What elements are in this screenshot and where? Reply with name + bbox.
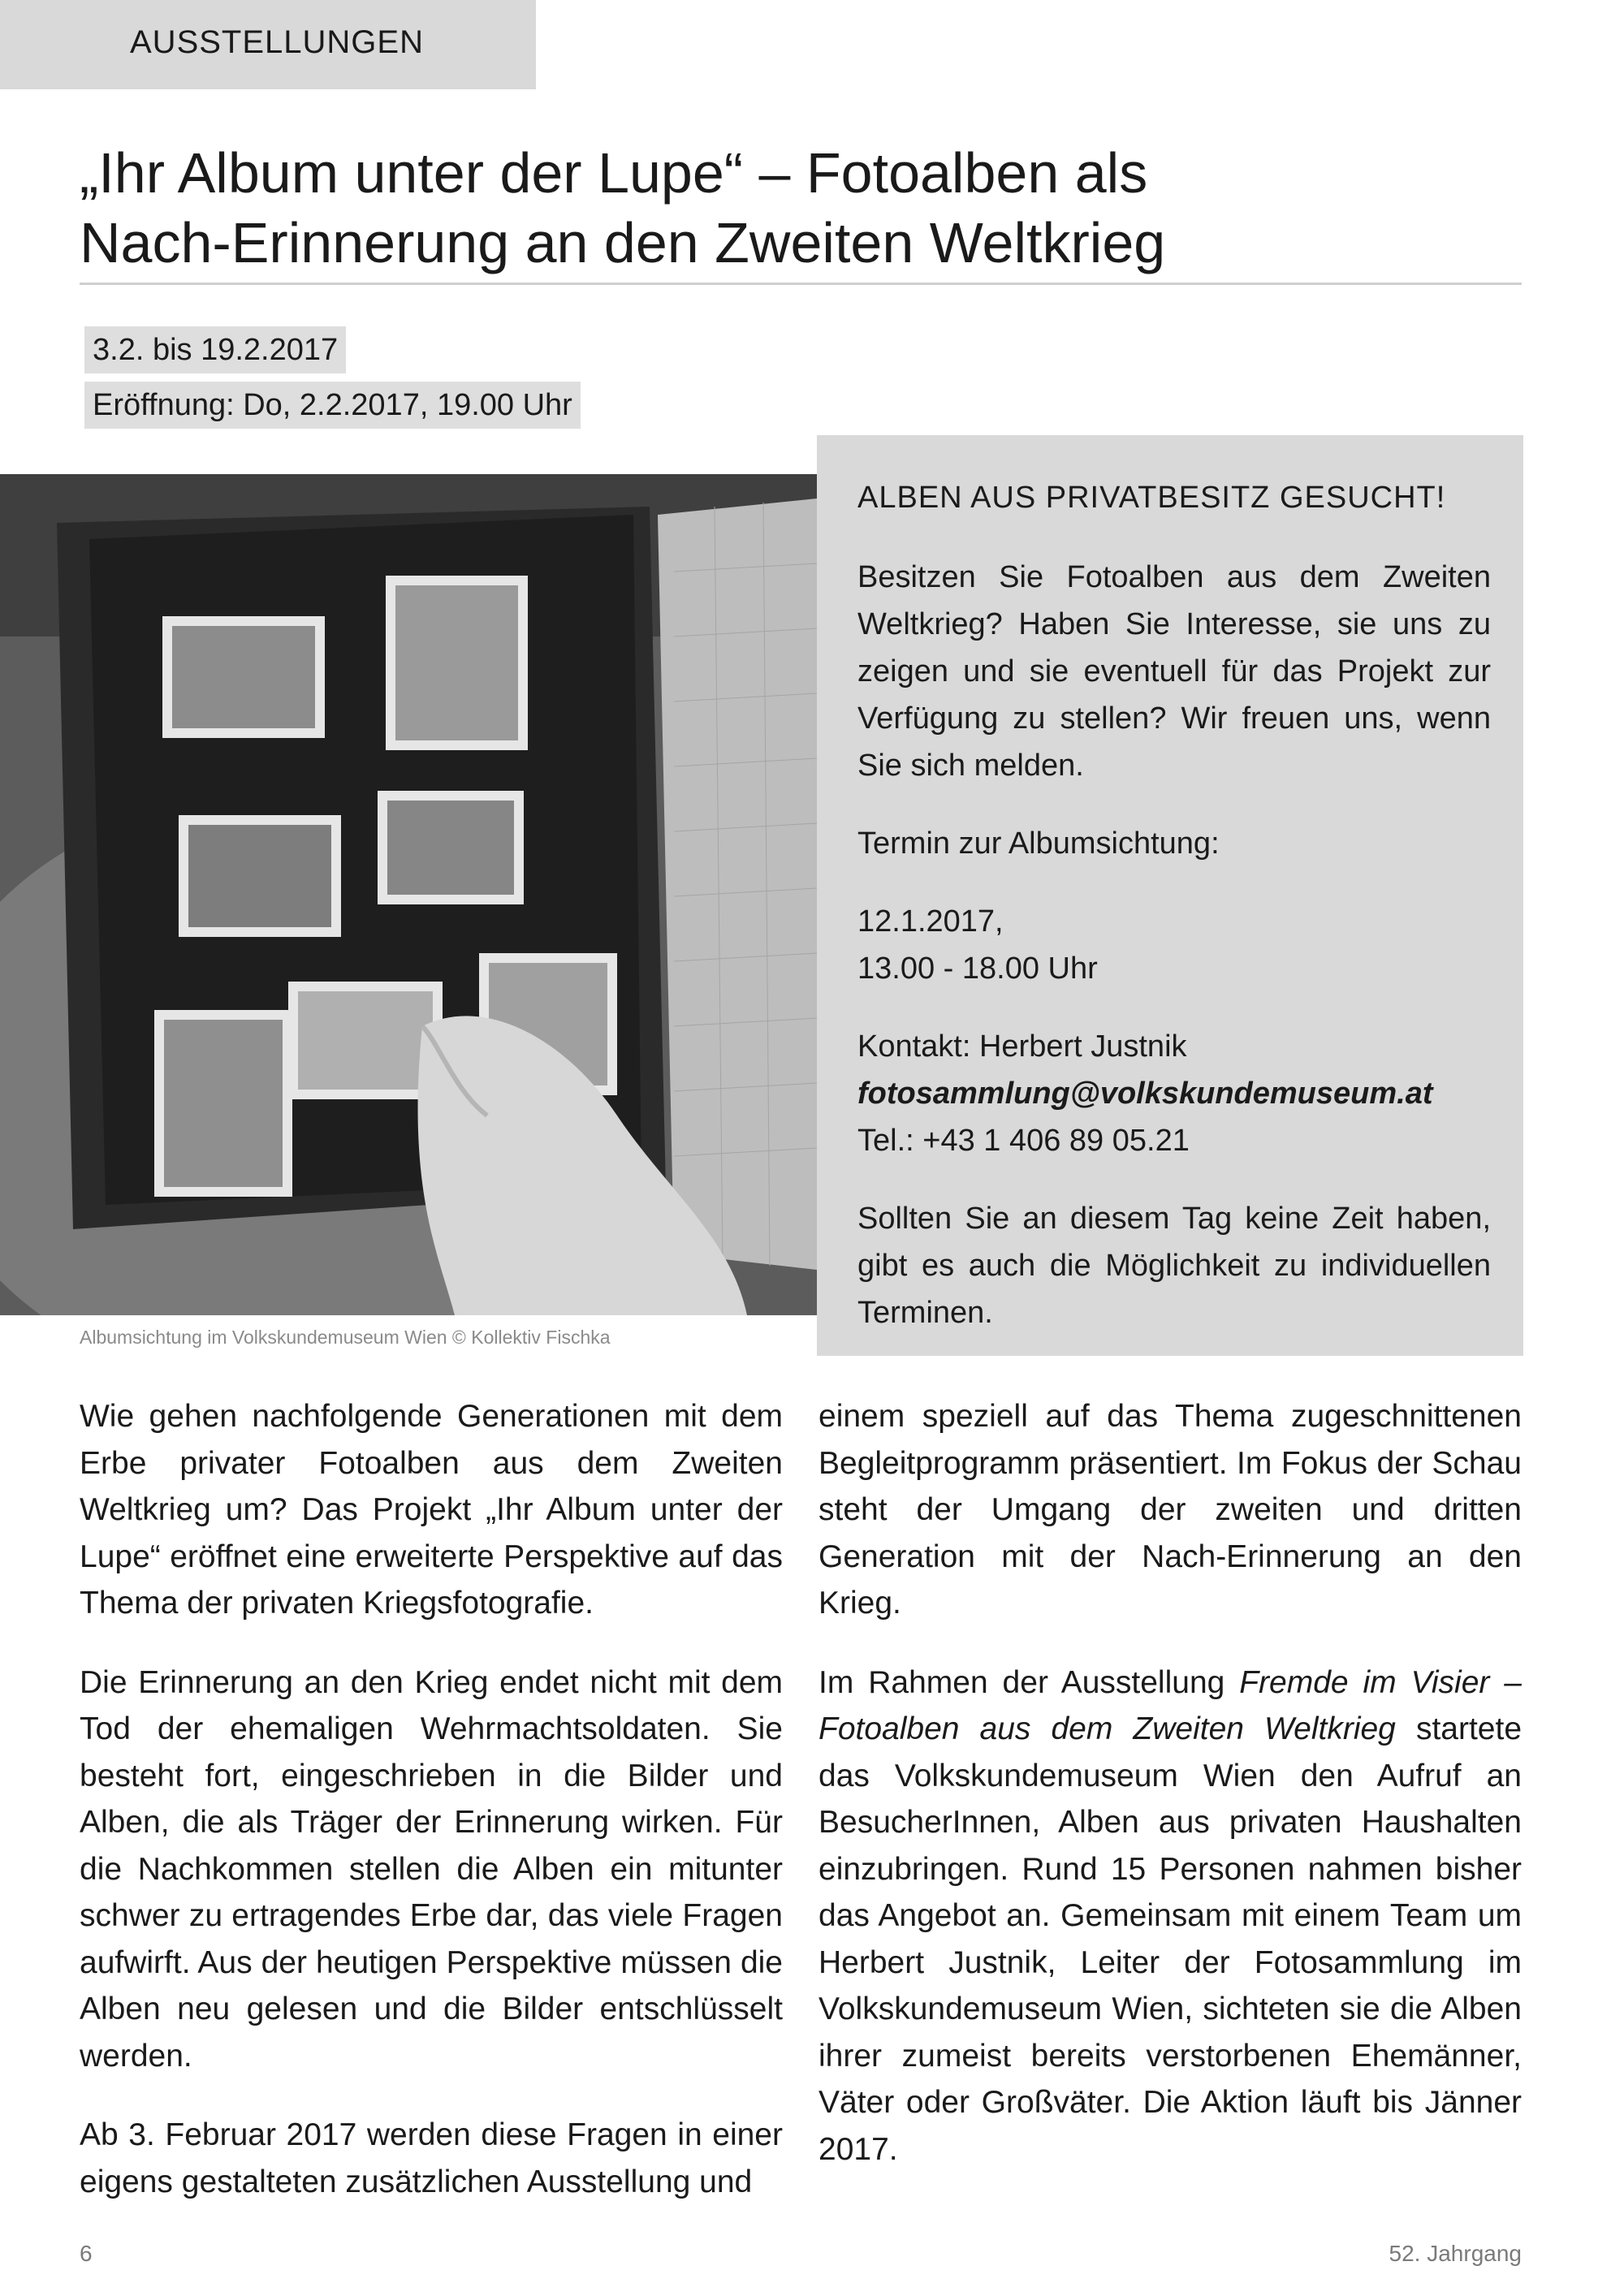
paragraph: Wie gehen nachfolgende Generationen mit dem Erbe privater Fotoalben aus dem Zweiten Weltkrieg um? Das Projekt „Ihr Album unter der Lupe“ eröffnet eine erweiterte Perspektive auf das Thema der privaten Kriegsfotografie. xyxy=(80,1399,783,1621)
paragraph-text: Im Rahmen der Ausstellung xyxy=(818,1664,1240,1700)
title-line-2: Nach-Erinnerung an den Zweiten Weltkrieg xyxy=(80,211,1166,274)
album-photo xyxy=(0,474,817,1315)
body-column-right xyxy=(818,1393,1522,2205)
appointment-date: 12.1.2017, xyxy=(857,904,1004,939)
title-line-1: „Ihr Album unter der Lupe“ – Fotoalben als xyxy=(80,141,1148,205)
paragraph-text: startete das Volkskundemuseum Wien den Aufruf an BesucherInnen, Alben aus privaten Haushalten einzubringen. Rund 15 Personen nahmen bisher das Angebot an. Gemeinsam mit einem Team um Herbert Justnik, Leiter der Fotosammlung im Volkskundemuseum Wien, sichteten sie die Alben ihrer zumeist bereits verstorbenen Ehemänner, Väter oder Großväter. Die Aktion läuft bis Jänner 2017. xyxy=(818,1711,1522,2167)
opening-date-badge: Eröffnung: Do, 2.2.2017, 19.00 Uhr xyxy=(84,382,581,429)
contact-email-link[interactable]: fotosammlung@volkskundemuseum.at xyxy=(857,1077,1433,1111)
exhibition-title: Fremde im Visier – Fotoalben aus dem Zweiten Weltkrieg xyxy=(818,1664,1522,1746)
date-range-badge: 3.2. bis 19.2.2017 xyxy=(84,326,346,373)
appointment-details xyxy=(857,898,1491,992)
call-for-albums-box xyxy=(817,435,1523,1356)
album-photo-illustration xyxy=(0,474,817,1315)
contact-phone: Tel.: +43 1 406 89 05.21 xyxy=(857,1124,1190,1158)
page-title xyxy=(80,138,1525,278)
contact-name: Kontakt: Herbert Justnik xyxy=(857,1029,1187,1064)
paragraph: einem speziell auf das Thema zugeschnittenen Begleitprogramm präsentiert. Im Fokus der Schau steht der Umgang der zweiten und dritten Generation mit der Nach-Erinnerung an den Krieg. xyxy=(818,1399,1522,1621)
title-divider xyxy=(80,283,1522,285)
callout-note: Sollten Sie an diesem Tag keine Zeit haben, gibt es auch die Möglichkeit zu individuellen Terminen. xyxy=(857,1202,1491,1330)
body-column-left xyxy=(80,1393,783,2238)
section-label xyxy=(0,0,536,89)
section-label-text: AUSSTELLUNGEN xyxy=(130,24,424,60)
paragraph: Ab 3. Februar 2017 werden diese Fragen in einer eigens gestalteten zusätzlichen Ausstellung und xyxy=(80,2117,783,2199)
callout-heading: ALBEN AUS PRIVATBESITZ GESUCHT! xyxy=(857,481,1446,515)
page-number: 6 xyxy=(80,2241,93,2266)
paragraph: Die Erinnerung an den Krieg endet nicht mit dem Tod der ehemaligen Wehrmachtsoldaten. Sie besteht fort, eingeschrieben in die Bilder und Alben, die als Träger der Erinnerung wirken. Für die Nachkommen stellen die Alben ein mitunter schwer zu ertragendes Erbe dar, das viele Fragen aufwirft. Aus der heutigen Perspektive müssen die Alben neu gelesen und die Bilder entschlüsselt werden. xyxy=(80,1664,783,2074)
appointment-time: 13.00 - 18.00 Uhr xyxy=(857,952,1098,986)
appointment-label: Termin zur Albumsichtung: xyxy=(857,826,1220,861)
callout-intro: Besitzen Sie Fotoalben aus dem Zweiten Weltkrieg? Haben Sie Interesse, sie uns zu zeigen und sie eventuell für das Projekt zur Verfügung zu stellen? Wir freuen uns, wenn Sie sich melden. xyxy=(857,560,1491,783)
photo-caption: Albumsichtung im Volkskundemuseum Wien © Kollektiv Fischka xyxy=(80,1327,611,1348)
volume-label: 52. Jahrgang xyxy=(1389,2241,1522,2266)
paragraph xyxy=(818,1659,1522,2173)
contact-details xyxy=(857,1023,1491,1164)
